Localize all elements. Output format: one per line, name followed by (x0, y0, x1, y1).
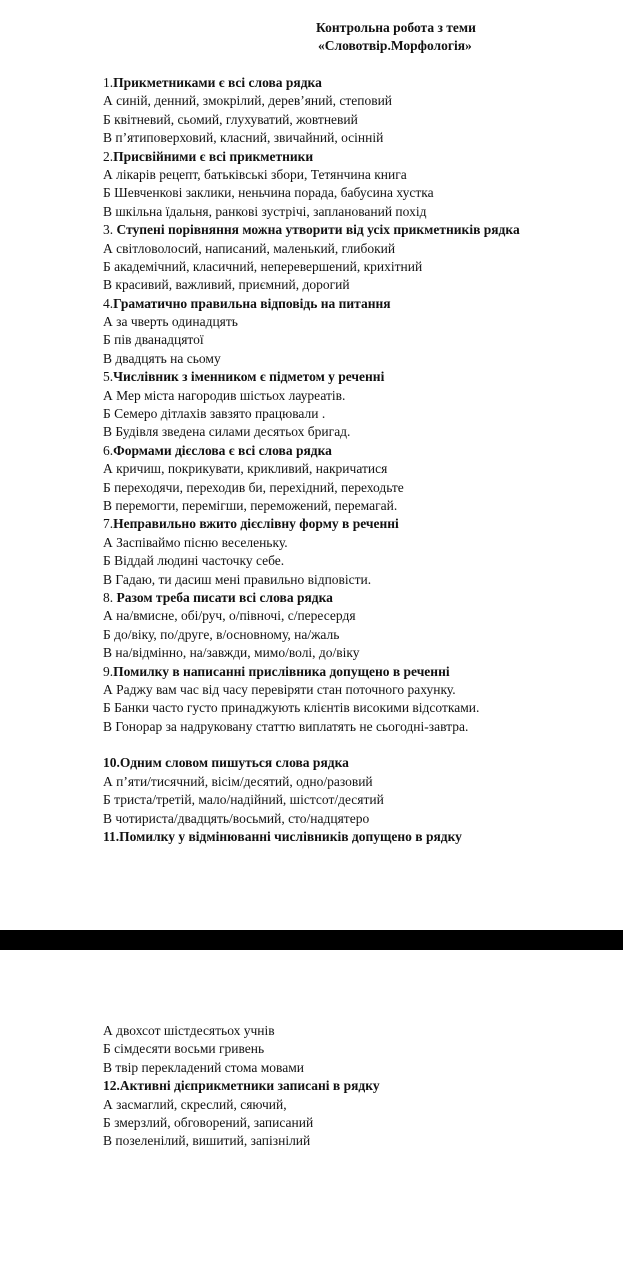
answer-a: А п’яти/тисячний, вісім/десятий, одно/разовий (103, 773, 373, 789)
answer-b: Б академічний, класичний, неперевершений, крихітний (103, 258, 423, 274)
question-number: 9. (103, 663, 114, 679)
question-number: 8. (103, 589, 117, 605)
question-3 (103, 221, 613, 239)
questions-block-2 (103, 1022, 613, 1151)
question-5 (103, 368, 613, 386)
answer-b: Б Віддай людині часточку себе. (103, 553, 285, 569)
question-text: 11.Помилку у відмінюванні числівників допущено в рядку (103, 829, 462, 845)
answer-a: А на/вмисне, обі/руч, о/півночі, с/пересердя (103, 608, 356, 624)
answer-b: Б до/віку, по/друге, в/основному, на/жаль (103, 626, 340, 642)
answer-a: А Заспіваймо пісню веселеньку. (103, 534, 288, 550)
question-10 (103, 754, 613, 772)
question-6 (103, 442, 613, 460)
answer-c: В твір перекладений стома мовами (103, 1059, 304, 1075)
question-11 (103, 828, 613, 846)
answer-c: В чотириста/двадцять/восьмий, сто/надцятеро (103, 810, 370, 826)
answer-c: В Гадаю, ти дасиш мені правильно відповісти. (103, 571, 372, 587)
answer-b: Б змерзлий, обговорений, записаний (103, 1114, 314, 1130)
answer-c: В на/відмінно, на/завжди, мимо/волі, до/віку (103, 645, 360, 661)
question-number: 5. (103, 369, 114, 385)
title-line-2: «Словотвір.Морфологія» (318, 38, 472, 53)
question-text: Числівник з іменником є підметом у реченні (113, 369, 385, 385)
answer-b: Б Семеро дітлахів завзято працювали . (103, 406, 326, 422)
answer-a: А лікарів рецепт, батьківські збори, Тетянчина книга (103, 166, 407, 182)
question-7 (103, 515, 613, 533)
answer-c: В Гонорар за надруковану статтю виплатять не сьогодні-завтра. (103, 718, 469, 734)
question-text: Прикметниками є всі слова рядка (113, 75, 322, 90)
question-text: Разом треба писати всі слова рядка (116, 589, 333, 605)
answer-a: А засмаглий, скреслий, сяючий, (103, 1096, 287, 1112)
answer-b: Б квітневий, сьомий, глухуватий, жовтневий (103, 111, 358, 127)
answer-b: Б сімдесяти восьми гривень (103, 1041, 265, 1057)
answer-a: А двохсот шістдесятьох учнів (103, 1023, 275, 1038)
answer-c: В перемогти, перемігши, переможений, перемагай. (103, 497, 398, 513)
question-number: 1. (103, 75, 114, 90)
answer-c: В позеленілий, вишитий, запізнілий (103, 1133, 311, 1149)
question-number: 7. (103, 516, 114, 532)
question-number: 2. (103, 148, 114, 164)
questions-block-1 (103, 74, 613, 846)
question-text: Помилку в написанні прислівника допущено в реченні (113, 663, 450, 679)
answer-a: А синій, денний, змокрілий, дерев’яний, степовий (103, 93, 393, 109)
answer-a: А за чверть одинадцять (103, 314, 238, 330)
question-2 (103, 148, 613, 166)
answer-b: Б пів дванадцятої (103, 332, 204, 348)
question-text: 10.Одним словом пишуться слова рядка (103, 755, 349, 771)
question-number: 6. (103, 442, 114, 458)
answer-b: Б Шевченкові заклики, неньчина порада, бабусина хустка (103, 185, 434, 201)
answer-c: В двадцять на сьому (103, 350, 221, 366)
question-8 (103, 589, 613, 607)
question-text: Граматично правильна відповідь на питання (113, 295, 391, 311)
question-9 (103, 663, 613, 681)
answer-a: А Раджу вам час від часу перевіряти стан поточного рахунку. (103, 681, 456, 697)
question-text: Ступені порівняння можна утворити від усіх прикметників рядка (116, 222, 520, 238)
question-text: 12.Активні дієприкметники записані в рядку (103, 1078, 380, 1094)
answer-a: А світловолосий, написаний, маленький, глибокий (103, 240, 396, 256)
answer-b: Б триста/третій, мало/надійний, шістсот/десятий (103, 792, 384, 808)
question-text: Присвійними є всі прикметники (113, 148, 314, 164)
answer-c: В красивий, важливий, приємний, дорогий (103, 277, 350, 293)
answer-c: В Будівля зведена силами десятьох бригад. (103, 424, 351, 440)
question-1 (103, 74, 613, 92)
page-separator (0, 930, 623, 950)
question-number: 4. (103, 295, 114, 311)
blank-line (103, 736, 613, 754)
question-text: Неправильно вжито дієслівну форму в реченні (113, 516, 399, 532)
answer-b: Б Банки часто густо принаджують клієнтів високими відсотками. (103, 700, 480, 716)
question-4 (103, 295, 613, 313)
answer-c: В п’ятиповерховий, класний, звичайний, осінній (103, 130, 384, 146)
title-line-1: Контрольна робота з теми (316, 20, 476, 35)
question-text: Формами дієслова є всі слова рядка (113, 442, 332, 458)
answer-b: Б переходячи, переходив би, перехідний, переходьте (103, 479, 404, 495)
question-number: 3. (103, 222, 117, 238)
question-12 (103, 1077, 613, 1095)
answer-a: А кричиш, покрикувати, крикливий, накричатися (103, 461, 388, 477)
answer-a: А Мер міста нагородив шістьох лауреатів. (103, 387, 346, 403)
answer-c: В шкільна їдальня, ранкові зустрічі, запланований похід (103, 203, 427, 219)
